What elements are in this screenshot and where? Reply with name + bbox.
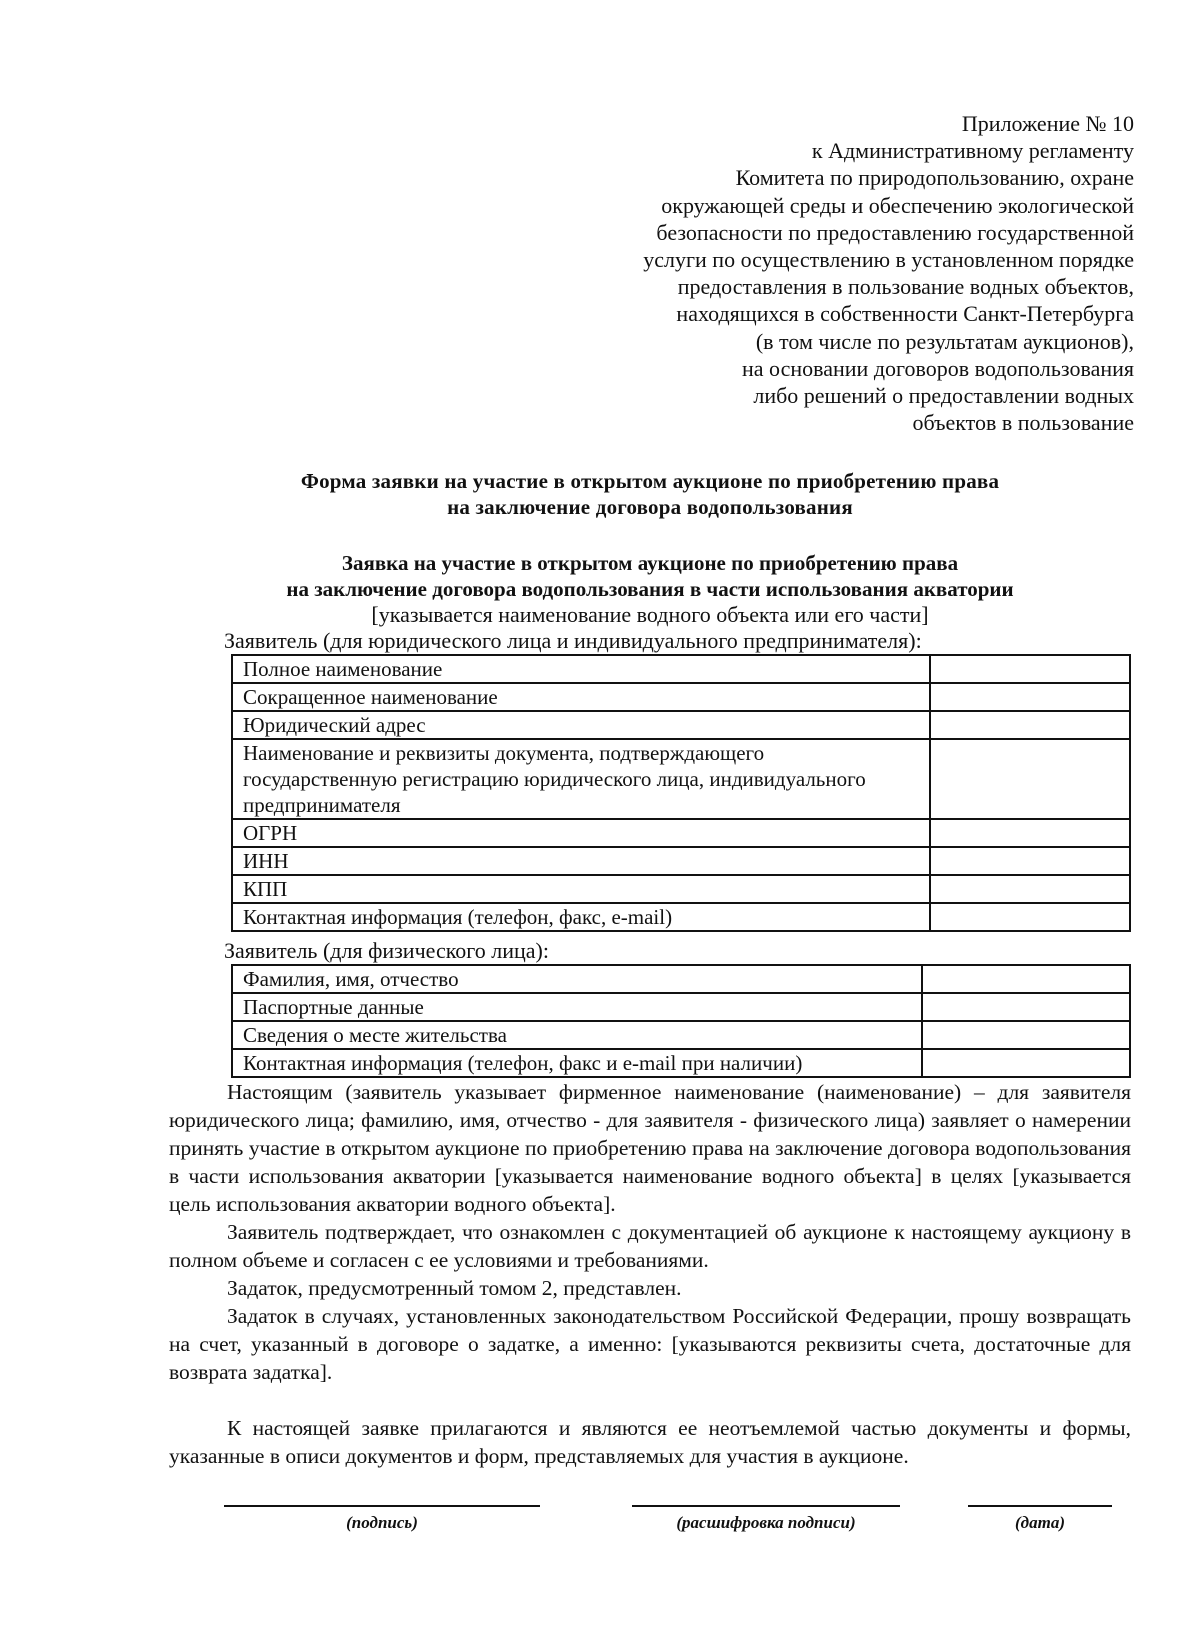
table-row xyxy=(232,683,1130,711)
form-title-line: Форма заявки на участие в открытом аукционе по приобретению права xyxy=(300,469,1000,493)
field-value[interactable] xyxy=(930,847,1130,875)
table-row xyxy=(232,965,1130,993)
field-label: КПП xyxy=(232,875,930,903)
appendix-line: (в том числе по результатам аукционов), xyxy=(755,328,1134,354)
field-value[interactable] xyxy=(930,875,1130,903)
field-label: Сведения о месте жительства xyxy=(232,1021,922,1049)
paragraph: Задаток в случаях, установленных законодательством Российской Федерации, прошу возвращать на счет, указанный в договоре о задатке, а именно: [указываются реквизиты счета, достаточные для возврата задатка]. xyxy=(169,1304,1131,1384)
appendix-line: Комитета по природопользованию, охране xyxy=(735,165,1134,191)
field-label: Полное наименование xyxy=(232,655,930,683)
field-label: Контактная информация (телефон, факс, e-mail) xyxy=(232,903,930,931)
legal-applicant-label: Заявитель (для юридического лица и индивидуального предпринимателя): xyxy=(224,628,922,653)
appendix-line: предоставления в пользование водных объектов, xyxy=(677,274,1134,300)
field-value[interactable] xyxy=(930,655,1130,683)
appendix-line: услуги по осуществлению в установленном порядке xyxy=(643,247,1134,273)
table-row xyxy=(232,847,1130,875)
field-label: Сокращенное наименование xyxy=(232,683,930,711)
paragraph: Задаток, предусмотренный томом 2, представлен. xyxy=(227,1276,682,1300)
individual-applicant-label: Заявитель (для физического лица): xyxy=(224,938,549,963)
field-value[interactable] xyxy=(930,903,1130,931)
appendix-header xyxy=(494,110,1134,436)
field-label: Паспортные данные xyxy=(232,993,922,1021)
field-value[interactable] xyxy=(922,993,1130,1021)
field-value[interactable] xyxy=(922,1021,1130,1049)
date-field: (дата) xyxy=(968,1505,1112,1533)
table-row xyxy=(232,711,1130,739)
appendix-line: безопасности по предоставлению государственной xyxy=(656,219,1134,245)
body-text xyxy=(169,1078,1131,1470)
table-row xyxy=(232,993,1130,1021)
paragraph: К настоящей заявке прилагаются и являются ее неотъемлемой частью документы и формы, указанные в описи документов и форм, представляемых для участия в аукционе. xyxy=(169,1416,1131,1468)
table-row xyxy=(232,875,1130,903)
legal-applicant-table xyxy=(231,654,1131,932)
field-value[interactable] xyxy=(930,683,1130,711)
appendix-line: либо решений о предоставлении водных xyxy=(753,383,1134,409)
appendix-line: окружающей среды и обеспечению экологической xyxy=(661,192,1134,218)
table-row xyxy=(232,655,1130,683)
appendix-line: Приложение № 10 xyxy=(961,111,1134,136)
table-row xyxy=(232,1021,1130,1049)
field-value[interactable] xyxy=(930,739,1130,819)
appendix-line: объектов в пользование xyxy=(912,410,1134,436)
field-label: Фамилия, имя, отчество xyxy=(232,965,922,993)
field-value[interactable] xyxy=(922,965,1130,993)
signature-row xyxy=(0,1505,1200,1545)
table-row xyxy=(232,739,1130,819)
field-value[interactable] xyxy=(922,1049,1130,1077)
signature-decoding-field: (расшифровка подписи) xyxy=(632,1505,900,1533)
field-label: ОГРН xyxy=(232,819,930,847)
form-title-line: на заключение договора водопользования xyxy=(447,495,853,519)
field-label: Юридический адрес xyxy=(232,711,930,739)
table-row xyxy=(232,903,1130,931)
appendix-line: к Административному регламенту xyxy=(811,138,1134,164)
field-value[interactable] xyxy=(930,711,1130,739)
field-label: Наименование и реквизиты документа, подтверждающего государственную регистрацию юридического лица, индивидуального предпринимателя xyxy=(232,739,930,819)
application-title-line: на заключение договора водопользования в части использования акватории xyxy=(286,577,1014,601)
field-label: ИНН xyxy=(232,847,930,875)
individual-applicant-table xyxy=(231,964,1131,1078)
paragraph: Настоящим (заявитель указывает фирменное наименование (наименование) – для заявителя юридического лица; фамилию, имя, отчество - для заявителя - физического лица) заявляет о намерении принять участие в открытом аукционе по приобретению права на заключение договора водопользования в части использования акватории [указывается наименование водного объекта] в целях [указывается цель использования акватории водного объекта]. xyxy=(169,1080,1131,1216)
field-value[interactable] xyxy=(930,819,1130,847)
table-row xyxy=(232,819,1130,847)
appendix-line: на основании договоров водопользования xyxy=(742,355,1134,381)
application-title xyxy=(170,550,1130,628)
signature-field: (подпись) xyxy=(224,1505,540,1533)
table-row xyxy=(232,1049,1130,1077)
field-label: Контактная информация (телефон, факс и e-mail при наличии) xyxy=(232,1049,922,1077)
application-title-note: [указывается наименование водного объекта или его части] xyxy=(371,602,929,627)
appendix-line: находящихся в собственности Санкт-Петербурга xyxy=(676,301,1134,327)
paragraph: Заявитель подтверждает, что ознакомлен с документацией об аукционе к настоящему аукциону в полном объеме и согласен с ее условиями и требованиями. xyxy=(169,1220,1131,1272)
application-title-line: Заявка на участие в открытом аукционе по приобретению права xyxy=(341,551,959,575)
form-title xyxy=(160,468,1140,520)
